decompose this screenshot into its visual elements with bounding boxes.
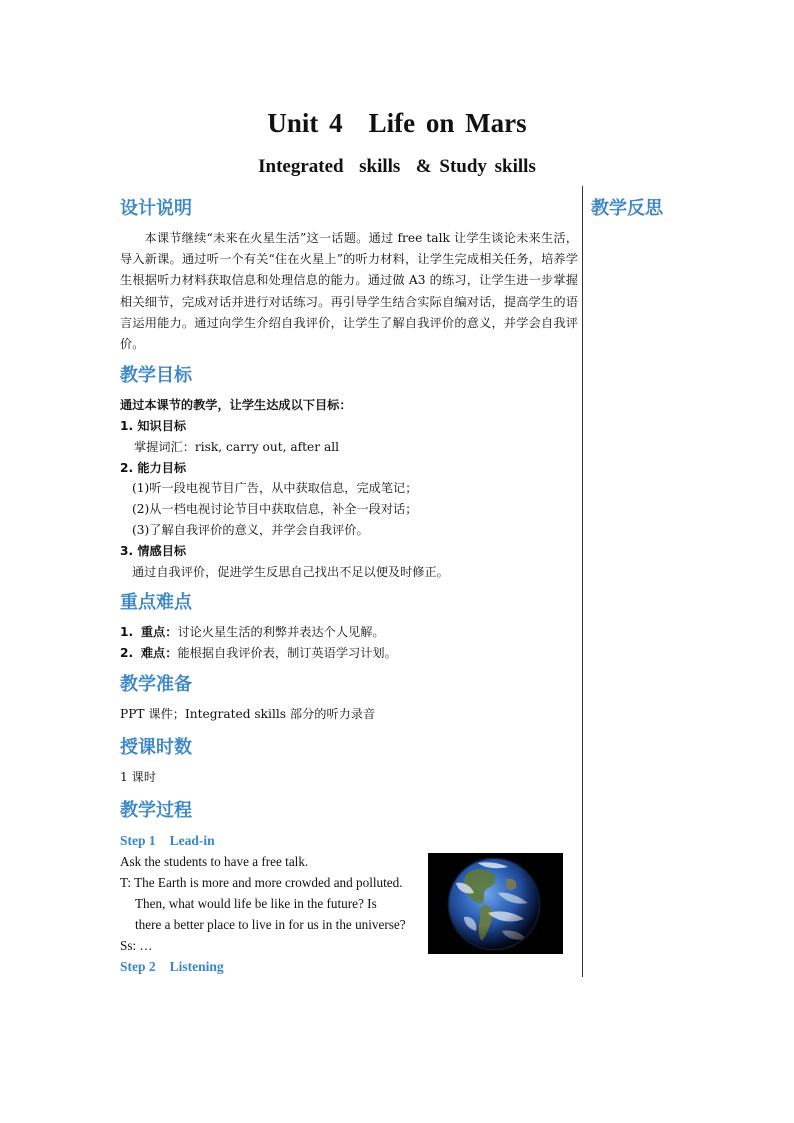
ability-item: (3)了解自我评价的意义，并学会自我评价。 bbox=[132, 523, 369, 537]
unit-title: Life on Mars bbox=[368, 108, 527, 138]
lead-in-line: T: The Earth is more and more crowded and polluted. bbox=[120, 874, 403, 890]
ability-item: (1)听一段电视节目广告，从中获取信息，完成笔记； bbox=[132, 481, 418, 496]
design-heading: 设计说明 bbox=[120, 198, 192, 219]
hours-heading: 授课时数 bbox=[120, 736, 192, 758]
keypoint-num: 1. bbox=[120, 625, 134, 640]
ability-title: 2. 能力目标 bbox=[120, 460, 187, 475]
hours-text: 1 课时 bbox=[120, 769, 157, 784]
earth-image bbox=[428, 853, 563, 954]
page-subtitle: Integrated skills & Study skills bbox=[258, 156, 536, 177]
goals-intro: 通过本课节的教学，让学生达成以下目标： bbox=[120, 398, 352, 413]
keypoints-heading: 重点难点 bbox=[120, 592, 192, 614]
column-divider bbox=[582, 186, 583, 977]
emotion-item: 通过自我评价，促进学生反思自己找出不足以便及时修正。 bbox=[132, 564, 449, 579]
step-1-name: Lead-in bbox=[169, 832, 215, 848]
step-1-heading bbox=[120, 830, 578, 851]
keypoint-text: 讨论火星生活的利弊并表达个人见解。 bbox=[177, 625, 385, 640]
lead-in-line: Then, what would life be like in the future? Is bbox=[135, 895, 377, 911]
step-1-number: Step 1 bbox=[120, 832, 156, 848]
keypoint-num: 2. bbox=[120, 646, 134, 661]
keypoint-item bbox=[120, 643, 578, 664]
design-text: 本课节继续“未来在火星生活”这一话题。通过 free talk 让学生谈论未来生活，导入新课。通过听一个有关“住在火星上”的听力材料，让学生完成相关任务，培养学生根据听力材料获取信息和处理信息的能力。通过做 A3 的练习，让学生进一步掌握相关细节，完成对话并进行对话练习。再引导学生结合实际自编对话，提高学生的语言运用能力。通过向学生介绍自我评价，让学生了解自我评价的意义，并学会自我评价。 bbox=[120, 231, 578, 352]
lead-in-line: Ask the students to have a free talk. bbox=[120, 853, 309, 869]
reflection-heading: 教学反思 bbox=[591, 198, 663, 219]
lead-in-line: Ss: … bbox=[120, 937, 153, 953]
unit-number: Unit 4 bbox=[267, 108, 343, 138]
knowledge-item: 掌握词汇：risk, carry out, after all bbox=[134, 439, 340, 454]
ability-item: (2)从一档电视讨论节目中获取信息，补全一段对话； bbox=[132, 502, 418, 517]
step-2-name: Listening bbox=[169, 958, 224, 974]
prep-heading: 教学准备 bbox=[120, 673, 192, 695]
prep-text: PPT 课件；Integrated skills 部分的听力录音 bbox=[120, 706, 376, 721]
process-heading: 教学过程 bbox=[120, 799, 192, 821]
step-2-heading bbox=[120, 956, 578, 977]
keypoint-label: 重点： bbox=[140, 625, 178, 640]
knowledge-title: 1. 知识目标 bbox=[120, 419, 187, 434]
keypoint-item bbox=[120, 622, 578, 643]
goals-heading: 教学目标 bbox=[120, 365, 192, 387]
lead-in-line: there a better place to live in for us in the universe? bbox=[135, 916, 406, 932]
emotion-title: 3. 情感目标 bbox=[120, 543, 187, 558]
keypoint-text: 能根据自我评价表，制订英语学习计划。 bbox=[177, 646, 397, 661]
step-2-number: Step 2 bbox=[120, 958, 156, 974]
keypoint-label: 难点： bbox=[140, 646, 178, 661]
page-title bbox=[0, 108, 794, 139]
